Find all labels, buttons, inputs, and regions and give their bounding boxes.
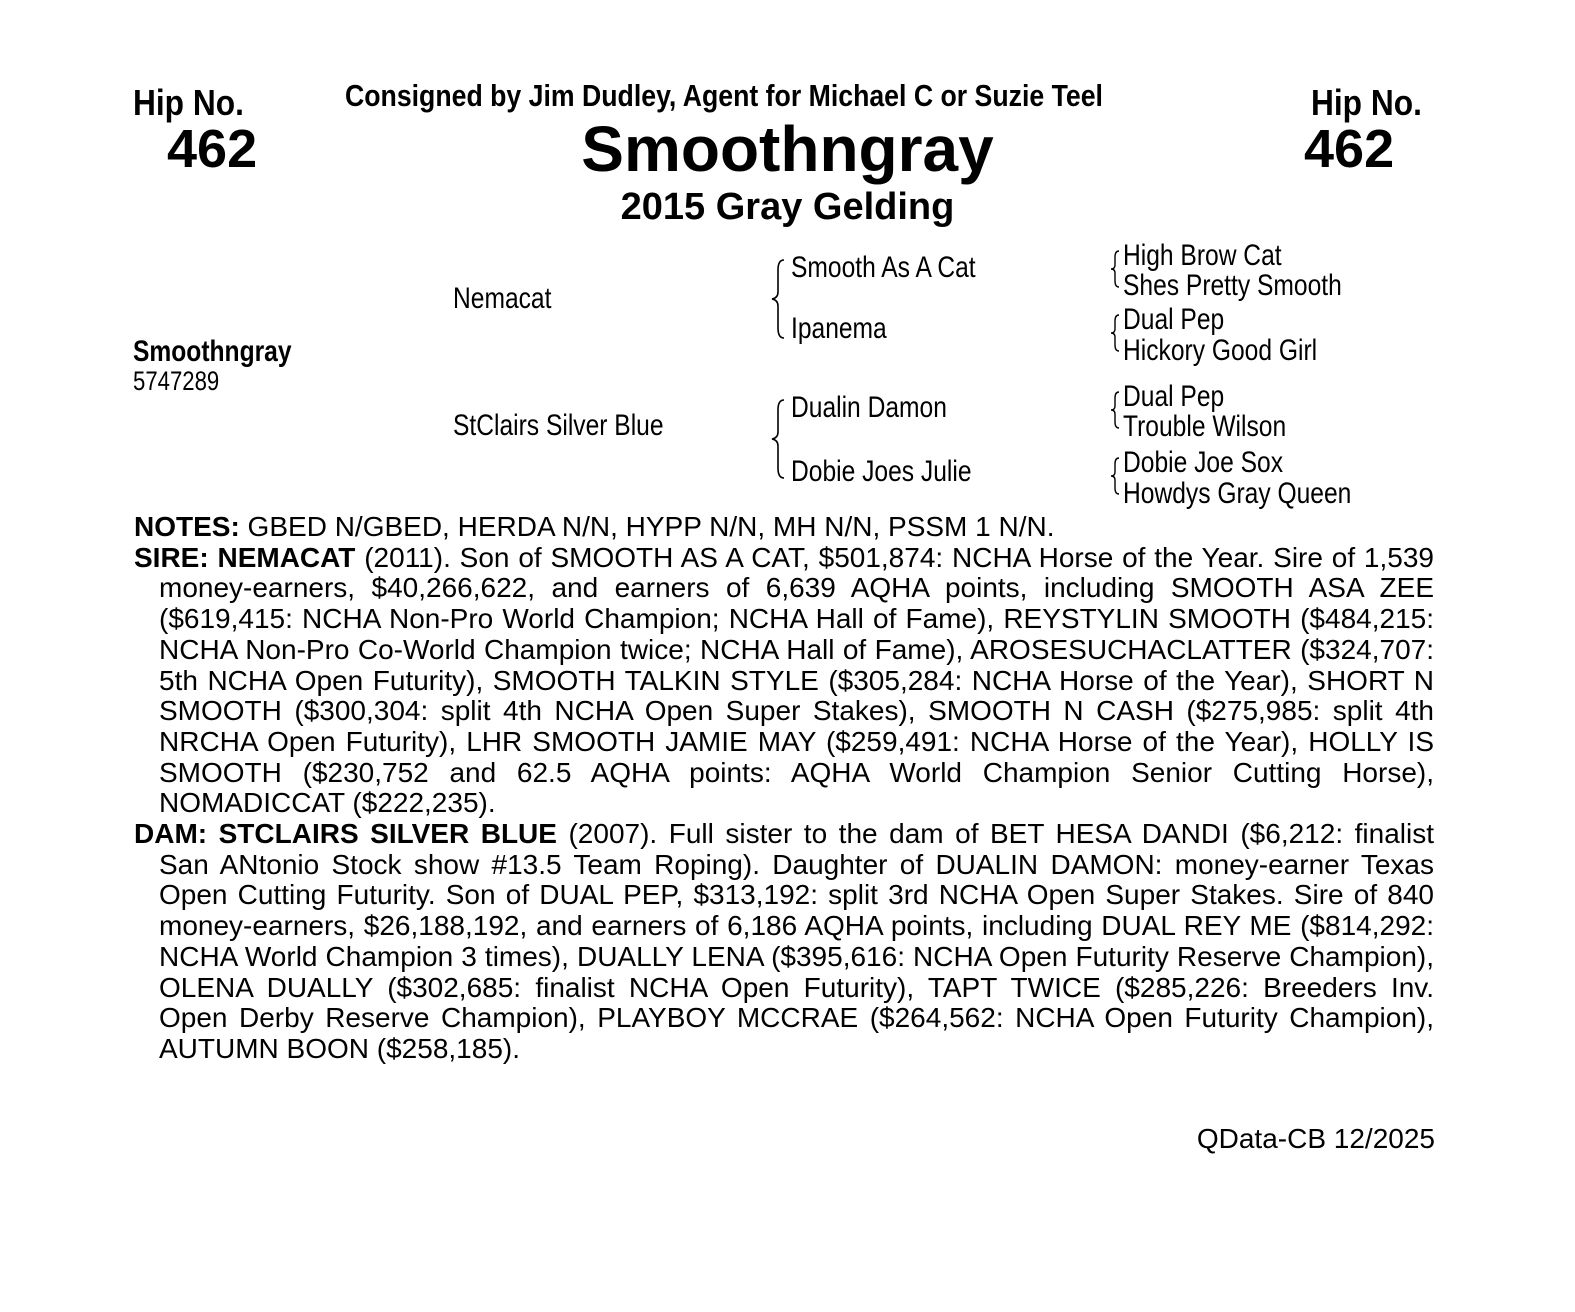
dam-text: (2007). Full sister to the dam of BET HESA DANDI ($6,212: finalist San ANtonio Stock show #13.5 Team Roping). Daughter of DUALIN DAMON: money-earner Texas Open Cutting Futurity. Son of DUAL PEP, $313,192: split 3rd NCHA Open Super Stakes. Sire of 840 money-earners, $26,188,192, and earners of 6,186 AQHA points, including DUAL REY ME ($814,292: NCHA World Champion 3 times), DUALLY LENA ($395,616: NCHA Open Futurity Reserve Champion), OLENA DUALLY ($302,685: finalist NCHA Open Futurity), TAPT TWICE ($285,226: Breeders Inv. Open Derby Reserve Champion), PLAYBOY MCCRAE ($264,562: NCHA Open Futurity Champion), AUTUMN BOON ($258,185). (159, 818, 1434, 1064)
pedigree-dam-dam: Dobie Joes Julie (791, 455, 972, 488)
hip-number-left: 462 (167, 119, 258, 179)
pedigree-dam-dam-sire: Dobie Joe Sox (1123, 446, 1284, 479)
pedigree-dam: StClairs Silver Blue (453, 409, 664, 442)
pedigree-sire-sire-sire: High Brow Cat (1123, 239, 1282, 272)
pedigree-sire-dam-sire: Dual Pep (1123, 303, 1225, 336)
consignor-line: Consigned by Jim Dudley, Agent for Michael C or Suzie Teel (345, 78, 1103, 113)
horse-description: 2015 Gray Gelding (620, 186, 955, 228)
pedigree-dam-sire-dam: Trouble Wilson (1123, 410, 1287, 443)
pedigree-brace-sire (770, 258, 786, 340)
notes-text: GBED N/GBED, HERDA N/N, HYPP N/N, MH N/N, PSSM 1 N/N. (239, 511, 1055, 542)
pedigree-dam-sire-sire: Dual Pep (1123, 380, 1225, 413)
pedigree-brace-3b (1109, 313, 1121, 353)
catalog-body (134, 512, 1434, 1065)
pedigree-subject-name: Smoothngray (133, 335, 292, 368)
footer-qdata: QData-CB 12/2025 (1196, 1123, 1435, 1154)
dam-label: DAM: STCLAIRS SILVER BLUE (134, 818, 557, 850)
hip-label-left: Hip No. (133, 82, 244, 123)
horse-name-title: Smoothngray (581, 113, 994, 185)
pedigree-sire-sire-dam: Shes Pretty Smooth (1123, 269, 1342, 302)
hip-label-right: Hip No. (1311, 82, 1422, 123)
dam-paragraph (134, 819, 1434, 1065)
pedigree-brace-3a (1109, 249, 1121, 289)
sire-paragraph (134, 543, 1434, 819)
pedigree-dam-sire: Dualin Damon (791, 391, 947, 424)
pedigree-dam-dam-dam: Howdys Gray Queen (1123, 477, 1352, 510)
hip-number-right: 462 (1304, 119, 1395, 179)
pedigree-sire-dam-dam: Hickory Good Girl (1123, 334, 1318, 367)
pedigree-subject-registration: 5747289 (133, 366, 220, 396)
sire-label: SIRE: NEMACAT (134, 541, 356, 573)
pedigree-brace-3d (1109, 456, 1121, 496)
pedigree-brace-dam (770, 398, 786, 480)
pedigree-sire-dam: Ipanema (791, 312, 887, 345)
pedigree-brace-3c (1109, 390, 1121, 430)
pedigree-sire-sire: Smooth As A Cat (791, 251, 976, 284)
notes-label: NOTES: (134, 511, 240, 542)
pedigree-sire: Nemacat (453, 282, 552, 315)
notes-paragraph (134, 512, 1434, 543)
sire-text: (2011). Son of SMOOTH AS A CAT, $501,874: NCHA Horse of the Year. Sire of 1,539 money-earners, $40,266,622, and earners of 6,639 AQHA points, including SMOOTH ASA ZEE ($619,415: NCHA Non-Pro World Champion; NCHA Hall of Fame), REYSTYLIN SMOOTH ($484,215: NCHA Non-Pro Co-World Champion twice; NCHA Hall of Fame), AROSESUCHACLATTER ($324,707: 5th NCHA Open Futurity), SMOOTH TALKIN STYLE ($305,284: NCHA Horse of the Year), SHORT N SMOOTH ($300,304: split 4th NCHA Open Super Stakes), SMOOTH N CASH ($275,985: split 4th NRCHA Open Futurity), LHR SMOOTH JAMIE MAY ($259,491: NCHA Horse of the Year), HOLLY IS SMOOTH ($230,752 and 62.5 AQHA points: AQHA World Champion Senior Cutting Horse), NOMADICCAT ($222,235). (159, 541, 1434, 819)
